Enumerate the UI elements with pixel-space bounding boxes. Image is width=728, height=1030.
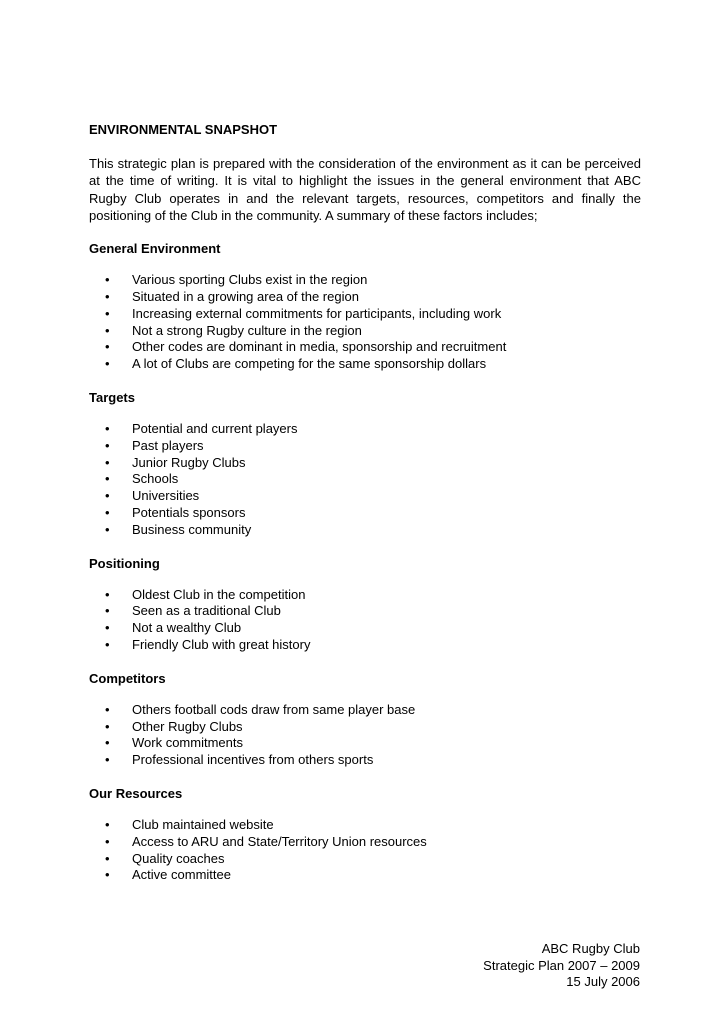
list-item-text: Schools	[132, 471, 179, 487]
list-item	[89, 817, 641, 834]
list-item	[89, 637, 641, 654]
list-item	[89, 306, 641, 323]
list-item	[89, 522, 641, 539]
footer-plan-title: Strategic Plan 2007 – 2009	[483, 957, 640, 973]
list-item	[89, 719, 641, 736]
section-title: Competitors	[89, 670, 166, 686]
list-item	[89, 587, 641, 604]
list-item	[89, 505, 641, 522]
bullet-icon: •	[105, 504, 110, 520]
page-title: ENVIRONMENTAL SNAPSHOT	[89, 122, 278, 137]
list-item-text: Not a strong Rugby culture in the region	[132, 322, 362, 338]
bullet-icon: •	[105, 718, 110, 734]
list-item-text: Junior Rugby Clubs	[132, 454, 246, 470]
list-item-text: Business community	[132, 521, 252, 537]
list-item-text: Not a wealthy Club	[132, 620, 242, 636]
document-body	[89, 121, 641, 884]
bullet-list	[89, 587, 641, 654]
list-item	[89, 323, 641, 340]
bullet-icon: •	[105, 420, 110, 436]
bullet-icon: •	[105, 833, 110, 849]
section-competitors	[89, 670, 641, 769]
bullet-icon: •	[105, 816, 110, 832]
list-item-text: Various sporting Clubs exist in the region	[132, 272, 368, 288]
list-item-text: Friendly Club with great history	[132, 636, 311, 652]
list-item-text: Club maintained website	[132, 816, 274, 832]
bullet-icon: •	[105, 437, 110, 453]
bullet-icon: •	[105, 752, 110, 768]
list-item-text: Professional incentives from others sports	[132, 752, 374, 768]
list-item	[89, 735, 641, 752]
bullet-icon: •	[105, 586, 110, 602]
list-item	[89, 438, 641, 455]
section-title: Targets	[89, 389, 135, 405]
bullet-list	[89, 421, 641, 539]
list-item	[89, 289, 641, 306]
list-item-text: Potentials sponsors	[132, 504, 246, 520]
bullet-list	[89, 272, 641, 373]
list-item	[89, 272, 641, 289]
list-item-text: Universities	[132, 488, 200, 504]
list-item-text: Other Rugby Clubs	[132, 718, 243, 734]
section-our-resources	[89, 785, 641, 884]
list-item-text: Seen as a traditional Club	[132, 603, 281, 619]
list-item	[89, 488, 641, 505]
list-item	[89, 603, 641, 620]
section-positioning	[89, 555, 641, 654]
bullet-icon: •	[105, 850, 110, 866]
bullet-icon: •	[105, 867, 110, 883]
list-item	[89, 867, 641, 884]
bullet-icon: •	[105, 471, 110, 487]
list-item-text: Access to ARU and State/Territory Union resources	[132, 833, 427, 849]
intro-paragraph: This strategic plan is prepared with the consideration of the environment as it can be perceived at the time of writing. It is vital to highlight the issues in the general environment that ABC Rugby Club operates in and the relevant targets, resources, competitors and finally the positioning of the Club in the community. A summary of these factors includes;	[89, 156, 641, 223]
bullet-list	[89, 702, 641, 769]
list-item	[89, 455, 641, 472]
section-title: Our Resources	[89, 785, 183, 801]
bullet-icon: •	[105, 305, 110, 321]
bullet-icon: •	[105, 454, 110, 470]
list-item	[89, 339, 641, 356]
bullet-icon: •	[105, 636, 110, 652]
bullet-icon: •	[105, 288, 110, 304]
list-item-text: Quality coaches	[132, 850, 225, 866]
footer-date: 15 July 2006	[566, 974, 640, 989]
list-item-text: Oldest Club in the competition	[132, 586, 306, 602]
section-title: General Environment	[89, 241, 221, 257]
bullet-icon: •	[105, 701, 110, 717]
sections-container	[89, 240, 641, 884]
bullet-icon: •	[105, 620, 110, 636]
list-item-text: Increasing external commitments for participants, including work	[132, 305, 502, 321]
footer-club-name: ABC Rugby Club	[541, 941, 640, 956]
section-title: Positioning	[89, 555, 160, 571]
bullet-icon: •	[105, 322, 110, 338]
bullet-icon: •	[105, 603, 110, 619]
list-item-text: A lot of Clubs are competing for the same sponsorship dollars	[132, 356, 487, 372]
list-item	[89, 834, 641, 851]
list-item	[89, 356, 641, 373]
bullet-list	[89, 817, 641, 884]
bullet-icon: •	[105, 272, 110, 288]
list-item	[89, 471, 641, 488]
list-item-text: Work commitments	[132, 735, 243, 751]
list-item-text: Past players	[132, 437, 204, 453]
page-footer	[483, 941, 640, 991]
bullet-icon: •	[105, 735, 110, 751]
bullet-icon: •	[105, 488, 110, 504]
bullet-icon: •	[105, 339, 110, 355]
list-item	[89, 752, 641, 769]
list-item-text: Other codes are dominant in media, sponsorship and recruitment	[132, 339, 507, 355]
list-item-text: Potential and current players	[132, 420, 298, 436]
list-item	[89, 851, 641, 868]
bullet-icon: •	[105, 521, 110, 537]
bullet-icon: •	[105, 356, 110, 372]
list-item-text: Active committee	[132, 867, 231, 883]
list-item-text: Others football cods draw from same player base	[132, 701, 416, 717]
list-item-text: Situated in a growing area of the region	[132, 288, 359, 304]
list-item	[89, 702, 641, 719]
section-general-environment	[89, 240, 641, 373]
list-item	[89, 421, 641, 438]
list-item	[89, 620, 641, 637]
section-targets	[89, 389, 641, 539]
